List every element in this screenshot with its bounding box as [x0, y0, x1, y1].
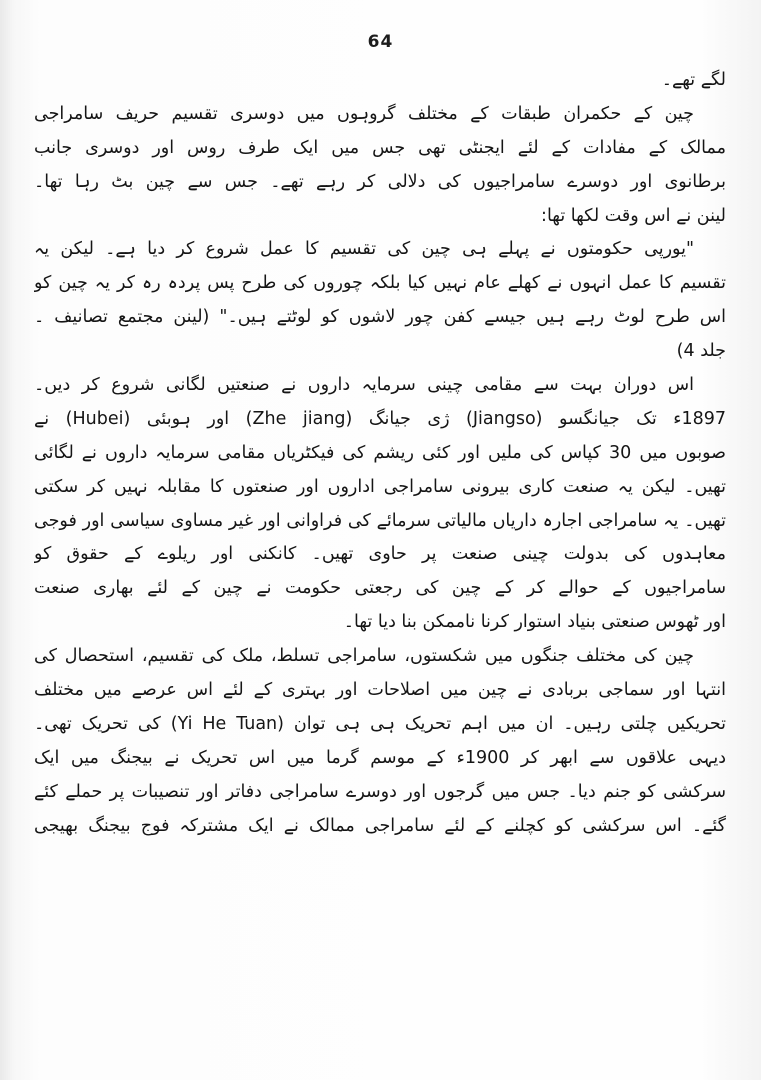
- text-line: اس دوران بہت سے مقامی چینی سرمایہ داروں نے صنعتیں لگانی شروع کر دیں۔: [34, 375, 694, 396]
- text-line: تھیں۔ لیکن یہ صنعت کاری بیرونی سامراجی اداروں اور صنعتوں کا مقابلہ نہیں کر سکتی: [34, 476, 726, 497]
- text-line: "یورپی حکومتوں نے پہلے ہی چین کی تقسیم کا عمل شروع کر دیا ہے۔ لیکن یہ: [34, 239, 694, 260]
- text-line: اور ٹھوس صنعتی بنیاد استوار کرنا ناممکن بنا دیا تھا۔: [343, 612, 726, 633]
- text-line: لینن نے اس وقت لکھا تھا:: [541, 205, 726, 226]
- text-line: گئے۔ اس سرکشی کو کچلنے کے لئے سامراجی ممالک نے ایک مشترکہ فوج بیجنگ بھیجی: [34, 815, 726, 836]
- text-line: برطانوی اور دوسرے سامراجیوں کی دلالی کر رہے تھے۔ جس سے چین بٹ رہا تھا۔: [34, 171, 726, 192]
- text-line: دیہی علاقوں سے ابھر کر 1900ء کے موسم گرما میں اس تحریک نے بیجنگ میں ایک: [34, 747, 726, 768]
- page-number: 64: [367, 32, 394, 52]
- text-line: تھیں۔ یہ سامراجی اجارہ داریاں مالیاتی سرمائے کی فراوانی اور غیر مساوی سیاسی اور فوجی: [34, 510, 726, 531]
- text-line: ممالک کے مفادات کے لئے ایجنٹی تھی جس میں ایک طرف روس اور دوسری جانب: [34, 137, 726, 158]
- text-line: چین کی مختلف جنگوں میں شکستوں، سامراجی تسلط، ملک کی تقسیم، استحصال کی: [34, 646, 694, 667]
- text-line: جلد 4): [676, 341, 726, 362]
- text-line: 1897ء تک جیانگسو (Jiangso) ژی جیانگ (Zhe jiang) اور ہوبئی (Hubei) نے: [34, 408, 726, 429]
- body-text: [34, 64, 726, 843]
- text-line: چین کے حکمران طبقات کے مختلف گروہوں میں دوسری تقسیم حریف سامراجی: [34, 103, 694, 124]
- text-line: تقسیم کا عمل انہوں نے کھلے عام نہیں کیا بلکہ چوروں کی طرح پس پردہ رہ کر یہ چین کو: [34, 273, 726, 294]
- text-line: سامراجیوں کے حوالے کر کے چین کی رجعتی حکومت نے چین کے لئے بھاری صنعت: [34, 578, 726, 599]
- text-line: اس طرح لوٹ رہے ہیں جیسے کفن چور لاشوں کو لوٹتے ہیں۔" (لینن مجتمع تصانیف ۔: [34, 307, 726, 328]
- text-line: لگے تھے۔: [661, 70, 726, 90]
- text-line: صوبوں میں 30 کپاس کی ملیں اور کئی ریشم کی فیکٹریاں مقامی سرمایہ داروں نے لگائی: [34, 442, 726, 463]
- text-line: تحریکیں چلتی رہیں۔ ان میں اہم تحریک ہی ہی توان (Yi He Tuan) کی تحریک تھی۔: [34, 713, 726, 734]
- text-line: سرکشی کو جنم دیا۔ جس میں گرجوں اور دوسرے سامراجی دفاتر اور تنصیبات پر حملے کئے: [34, 781, 726, 802]
- text-line: انتہا اور سماجی بربادی نے چین میں اصلاحات اور بہتری کے لئے اس عرصے میں مختلف: [34, 680, 726, 701]
- text-line: معاہدوں کی بدولت چینی صنعت پر حاوی تھیں۔ کانکنی اور ریلوے کے حقوق کو: [34, 544, 726, 565]
